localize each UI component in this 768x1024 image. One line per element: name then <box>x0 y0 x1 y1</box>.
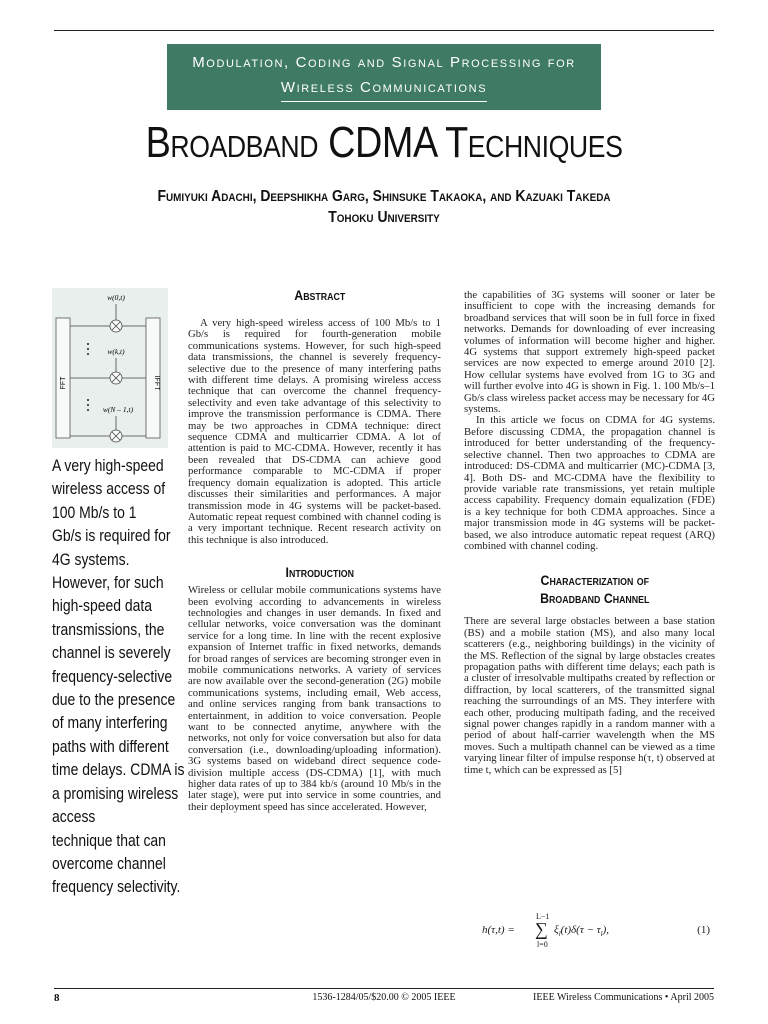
pull-quote-line: 4G systems. <box>52 549 130 569</box>
pull-quote-line: Gb/s is required for <box>52 526 171 546</box>
fft-label: FFT <box>60 376 67 390</box>
sigma-icon: ∑ <box>535 919 548 939</box>
channel-heading-line-1: Characterization of <box>540 572 650 589</box>
right-column <box>464 290 715 776</box>
multiplier-icon-k <box>110 372 122 384</box>
author-names: Fumiyuki Adachi, Deepshikha Garg, Shinsuke Takaoka, and Kazuaki Takeda <box>157 188 611 205</box>
pull-quote-line: due to the presence <box>52 690 176 710</box>
pull-quote-line: transmissions, the <box>52 619 165 639</box>
pull-quote-line: of many interfering <box>52 713 168 733</box>
pull-quote-line: technique that can <box>52 830 166 850</box>
equation-delta: (t)δ(τ − τ <box>560 924 601 936</box>
abstract-heading: Abstract <box>294 287 346 303</box>
pull-quote-line: However, for such <box>52 573 164 593</box>
equation-sum-top: L−1 <box>536 912 550 921</box>
equation-end: ), <box>602 924 610 936</box>
right-column-paragraph-1: the capabilities of 3G systems will sooner or later be insufficient to cope with the increasing demands for broadband services that will soon be in full force in fixed networks. Demands for downloading of ever increasing volumes of information will become higher and higher. 4G systems that support extremely high-speed packet services are now expected to emerge around 2010 [2]. How cellular systems have evolved from 1G to 3G and will further evolve into 4G is shown in Fig. 1. 100 Mb/s–1 Gb/s class wireless packet access may be necessary for 4G systems. <box>464 289 715 416</box>
weight-label-n: w(N – 1,t) <box>102 405 134 414</box>
ifft-label: IFFT <box>153 375 160 391</box>
pull-quote-line: frequency-selective <box>52 666 173 686</box>
top-rule <box>54 30 714 31</box>
right-column-paragraph-3: There are several large obstacles between a base station (BS) and a mobile station (MS), and also many local scatterers (e.g., neighboring buildings) in the vicinity of the MS. Reflection of the signal by large obstacles creates propagation paths with different time delays; each path is a cluster of irresolvable multipaths created by reflection or diffraction, by local scatterers, of the transmitted signal reaching the surroundings of an MS. They interfere with each other, producing multipath fading, and the received signal power changes rapidly in a random manner with a period of about half-carrier wavelength when the MS moves. Such a multipath channel can be viewed as a time varying linear filter of impulse response h(τ, t) observed at time t, which can be expressed as [5] <box>464 615 715 776</box>
journal-line: IEEE Wireless Communications • April 2005 <box>533 992 714 1003</box>
pull-quote-line: channel is severely <box>52 643 171 663</box>
middle-column <box>188 286 441 813</box>
equation-xi: ξ <box>554 924 559 936</box>
channel-heading-line-2: Broadband Channel <box>540 590 650 607</box>
pull-quote-line: time delays. CDMA is <box>52 760 185 780</box>
equation-number: (1) <box>697 924 710 936</box>
pull-quote-line: wireless access of <box>52 479 166 499</box>
article-title: Broadband CDMA Techniques <box>145 118 623 167</box>
author-affiliation: Tohoku University <box>328 209 440 226</box>
pull-quote-line: A very high-speed <box>52 456 164 475</box>
section-banner <box>167 44 601 110</box>
banner-line-2: Wireless Communications <box>281 75 487 102</box>
pull-quote-line: overcome channel <box>52 853 166 873</box>
issn-line: 1536-1284/05/$20.00 © 2005 IEEE <box>312 992 456 1003</box>
pull-quote-line: access <box>52 807 96 827</box>
equation-lhs: h(τ,t) = <box>482 924 515 936</box>
banner-line-1: Modulation, Coding and Signal Processing for <box>192 54 576 71</box>
bottom-rule <box>54 988 714 989</box>
multiplier-icon-n <box>110 430 122 442</box>
equation-rhs <box>554 924 609 938</box>
pull-quote-line: paths with different <box>52 736 169 756</box>
equation-sum-bottom: l=0 <box>537 940 548 949</box>
pull-quote <box>52 454 185 899</box>
introduction-heading: Introduction <box>285 564 355 581</box>
equation-sub-l2: l <box>600 930 603 939</box>
abstract-text: A very high-speed wireless access of 100 Mb/s to 1 Gb/s is required for fourth-generation mobile communications systems. However, for such high-speed data transmissions, the channel is severely frequency-selective due to the presence of many interfering paths with different time delays. A promising wireless access technique that can overcome the channel frequency-selectivity and even take advantage of this selectivity to improve the transmission performance is CDMA. There may be two approaches in CDMA technique: direct sequence CDMA and multicarrier CDMA. A lot of attention is paid to MC-CDMA. However, recently it has been revealed that DS-CDMA can achieve good performance comparable to MC-CDMA if proper frequency domain equalization is adopted. This article discusses their similarities and performances. A major transmission mode in 4G systems will be packet-based. Automatic repeat request combined with channel coding is a very important technique. Recent research activity on this technique is also introduced. <box>188 317 441 546</box>
ellipsis-dots-upper <box>87 343 89 355</box>
mc-cdma-block-diagram <box>52 288 168 448</box>
equation-1 <box>482 912 718 952</box>
ellipsis-dots-lower <box>87 399 89 411</box>
introduction-text: Wireless or cellular mobile communications systems have been evolving according to advancements in wireless technologies and changes in user demands. In fixed and cellular networks, voice conversation was the dominant service for a long time. In line with the recent explosive expansion of Internet traffic in fixed networks, demands for broad ranges of services are becoming stronger even in mobile communications networks. A variety of services are now available over the second-generation (2G) mobile communications systems, including email, Web access, and online services ranging from bank transactions to entertainment, in addition to voice conversation. People want to be connected anytime, anywhere with the networks, not only for voice conversation but also for data conversation (i.e., downloading/uploading information). 3G systems based on wideband direct sequence code-division multiple access (DS-CDMA) [1], with much higher data rates of up to 384 kb/s (around 10 Mb/s in the later stage), were put into service in some countries, and their deployment speed has since accelerated. However, <box>188 584 441 813</box>
equation-sub-l: l <box>558 930 561 939</box>
page-number: 8 <box>54 992 60 1004</box>
pull-quote-line: frequency selectivity. <box>52 877 181 897</box>
pull-quote-line: high-speed data <box>52 596 152 616</box>
weight-label-k: w(k,t) <box>107 347 125 356</box>
weight-label-0: w(0,t) <box>107 293 125 302</box>
pull-quote-line: 100 Mb/s to 1 <box>52 502 137 522</box>
author-block <box>38 186 729 228</box>
pull-quote-line: a promising wireless <box>52 783 179 803</box>
right-column-paragraph-2: In this article we focus on CDMA for 4G systems. Before discussing CDMA, the propagation channel is introduced for better understanding of the frequency-selective channel. Then two approaches to CDMA are introduced: DS-CDMA and multicarrier (MC)-CDMA [3, 4]. Both DS- and MC-CDMA have the flexibility to provide variable rate transmissions, yet retain multiple access capability. Frequency domain equalization (FDE) is a key technique for both CDMA approaches. Since a major transmission mode in 4G systems will be packet-based, we also introduce automatic repeat request (ARQ) combined with channel coding. <box>464 414 715 552</box>
multiplier-icon-0 <box>110 320 122 332</box>
